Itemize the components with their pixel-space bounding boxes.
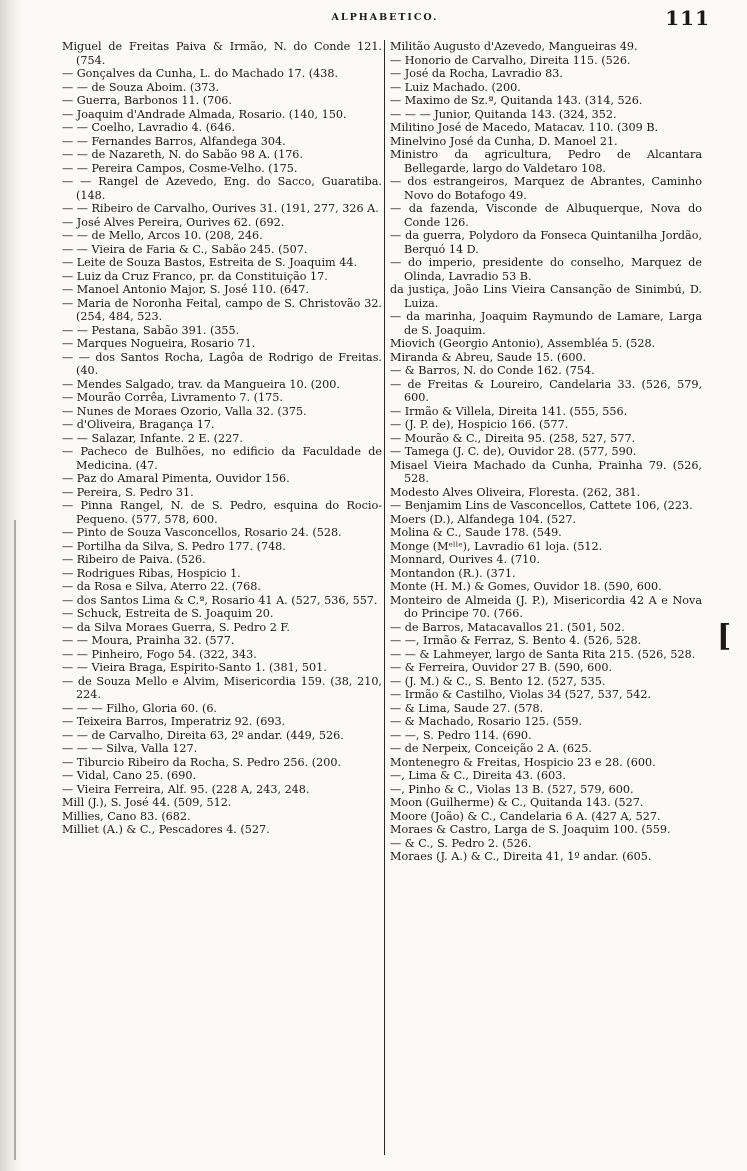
page-header: [60, 4, 710, 38]
directory-entry: Monte (H. M.) & Gomes, Ouvidor 18. (590, 600.: [390, 580, 662, 593]
directory-entry: — — dos Santos Rocha, Lagôa de Rodrigo de Freitas. (40.: [62, 350, 382, 377]
directory-entry: — — Salazar, Infante. 2 E. (227.: [62, 431, 243, 445]
directory-entry: — Schuck, Estreita de S. Joaquim 20.: [62, 607, 274, 620]
directory-entry: — — Pereira Campos, Cosme-Velho. (175.: [62, 161, 298, 175]
directory-entry: da justiça, João Lins Vieira Cansanção de Sinimbú, D. Luiza.: [390, 283, 702, 310]
directory-entry: — Benjamim Lins de Vasconcellos, Cattete 106, (223.: [390, 499, 693, 512]
directory-entry: — — Ribeiro de Carvalho, Ourives 31. (191, 277, 326 A.: [62, 202, 379, 215]
directory-entry: Misael Vieira Machado da Cunha, Prainha 79. (526, 528.: [390, 458, 702, 485]
column-divider: [384, 40, 385, 1155]
margin-bracket-mark: [: [717, 619, 732, 654]
directory-entry: —, Pinho & C., Violas 13 B. (527, 579, 600.: [390, 782, 634, 796]
directory-entry: — — — Junior, Quitanda 143. (324, 352.: [390, 107, 617, 121]
directory-entry: — Pinna Rangel, N. de S. Pedro, esquina do Rocio-Pequeno. (577, 578, 600.: [62, 499, 382, 526]
binding-edge: [0, 0, 22, 1171]
directory-entry: — & Machado, Rosario 125. (559.: [390, 715, 583, 728]
directory-entry: — & Barros, N. do Conde 162. (754.: [390, 364, 595, 377]
directory-entry: — Ribeiro de Paiva. (526.: [62, 553, 206, 566]
directory-entry: — & Ferreira, Ouvidor 27 B. (590, 600.: [390, 661, 612, 674]
directory-entry: — Pinto de Souza Vasconcellos, Rosario 24. (528.: [62, 526, 342, 539]
directory-entry: Monteiro de Almeida (J. P.), Misericordia 42 A e Nova do Principe 70. (766.: [390, 593, 702, 620]
directory-entry: — Marques Nogueira, Rosario 71.: [62, 337, 256, 350]
directory-entry: Monnard, Ourives 4. (710.: [390, 553, 540, 566]
directory-entry: Ministro da agricultura, Pedro de Alcantara Bellegarde, largo do Valdetaro 108.: [390, 148, 702, 175]
directory-entry: Miranda & Abreu, Saude 15. (600.: [390, 350, 587, 364]
directory-entry: — — de Souza Aboim. (373.: [62, 80, 220, 94]
directory-entry: Montandon (R.). (371.: [390, 566, 516, 580]
directory-entry: — Mourão Corrêa, Livramento 7. (175.: [62, 391, 283, 404]
directory-entry: — Vieira Ferreira, Alf. 95. (228 A, 243, 248.: [62, 782, 310, 796]
directory-entry: Moraes & Castro, Larga de S. Joaquim 100. (559.: [390, 823, 671, 836]
directory-entry: — José da Rocha, Lavradio 83.: [390, 67, 563, 80]
directory-entry: — & C., S. Pedro 2. (526.: [390, 836, 532, 850]
directory-entry: —, Lima & C., Direita 43. (603.: [390, 769, 566, 782]
directory-entry: Moore (João) & C., Candelaria 6 A. (427 A, 527.: [390, 809, 661, 823]
directory-entry: — Luiz Machado. (200.: [390, 80, 521, 94]
directory-entry: — — Rangel de Azevedo, Eng. do Sacco, Guaratiba. (148.: [62, 175, 382, 202]
directory-entry: Milliet (A.) & C., Pescadores 4. (527.: [62, 823, 270, 836]
directory-entry: Molina & C., Saude 178. (549.: [390, 526, 562, 539]
directory-entry: — da guerra, Polydoro da Fonseca Quintanilha Jordão, Berquó 14 D.: [390, 229, 702, 256]
directory-entry: Monge (Mᵉˡˡᵉ), Lavradio 61 loja. (512.: [390, 539, 603, 553]
directory-entry: — Pereira, S. Pedro 31.: [62, 485, 194, 499]
directory-entry: — Mourão & C., Direita 95. (258, 527, 577.: [390, 431, 636, 445]
directory-entry: — Guerra, Barbonos 11. (706.: [62, 94, 232, 107]
directory-entry: — — de Mello, Arcos 10. (208, 246.: [62, 229, 263, 242]
directory-entry: — Honorio de Carvalho, Direita 115. (526.: [390, 53, 631, 67]
directory-entry: — — Coelho, Lavradio 4. (646.: [62, 121, 236, 134]
running-head: ALPHABETICO.: [331, 12, 439, 23]
directory-entry: — (J. M.) & C., S. Bento 12. (527, 535.: [390, 674, 606, 688]
directory-entry: — Maria de Noronha Feital, campo de S. Christovão 32. (254, 484, 523.: [62, 296, 382, 323]
directory-entry: — Maximo de Sz.ª, Quitanda 143. (314, 526.: [390, 94, 643, 107]
directory-entry: — — de Nazareth, N. do Sabão 98 A. (176.: [62, 148, 303, 161]
directory-entry: — Tamega (J. C. de), Ouvidor 28. (577, 590.: [390, 445, 637, 458]
directory-entry: — Nunes de Moraes Ozorio, Valla 32. (375.: [62, 404, 307, 418]
page-number: 111: [665, 6, 710, 30]
directory-entry: — Vidal, Cano 25. (690.: [62, 769, 197, 782]
directory-entry: — —, S. Pedro 114. (690.: [390, 728, 532, 742]
directory-entry: Moers (D.), Alfandega 104. (527.: [390, 512, 577, 526]
directory-entry: — — — Filho, Gloria 60. (6.: [62, 701, 217, 715]
directory-entry: — — Vieira Braga, Espirito-Santo 1. (381, 501.: [62, 661, 327, 674]
directory-entry: Modesto Alves Oliveira, Floresta. (262, 381.: [390, 485, 641, 499]
directory-entry: Miguel de Freitas Paiva & Irmão, N. do Conde 121. (754.: [62, 40, 382, 67]
left-column: [62, 40, 382, 1155]
directory-entry: — — Moura, Prainha 32. (577.: [62, 634, 235, 647]
directory-entry: — da fazenda, Visconde de Albuquerque, Nova do Conde 126.: [390, 202, 702, 229]
directory-entry: — de Barros, Matacavallos 21. (501, 502.: [390, 620, 625, 634]
directory-entry: — Irmão & Castilho, Violas 34 (527, 537, 542.: [390, 688, 652, 701]
directory-entry: Minelvino José da Cunha, D. Manoel 21.: [390, 134, 618, 148]
directory-entry: — de Freitas & Loureiro, Candelaria 33. (526, 579, 600.: [390, 377, 702, 404]
directory-entry: Moon (Guilherme) & C., Quitanda 143. (527.: [390, 796, 644, 809]
directory-entry: — da Silva Moraes Guerra, S. Pedro 2 F.: [62, 620, 290, 634]
directory-entry: Mill (J.), S. José 44. (509, 512.: [62, 796, 232, 809]
directory-entry: — — de Carvalho, Direita 63, 2º andar. (449, 526.: [62, 728, 344, 742]
directory-entry: — —, Irmão & Ferraz, S. Bento 4. (526, 528.: [390, 634, 642, 647]
directory-entry: — Joaquim d'Andrade Almada, Rosario. (140, 150.: [62, 107, 347, 121]
directory-entry: — Gonçalves da Cunha, L. do Machado 17. (438.: [62, 67, 339, 80]
directory-entry: — do imperio, presidente do conselho, Marquez de Olinda, Lavradio 53 B.: [390, 256, 702, 283]
directory-entry: — Irmão & Villela, Direita 141. (555, 556.: [390, 404, 628, 418]
directory-entry: — d'Oliveira, Bragança 17.: [62, 418, 215, 431]
directory-entry: Moraes (J. A.) & C., Direita 41, 1º andar. (605.: [390, 850, 652, 863]
directory-entry: — & Lima, Saude 27. (578.: [390, 701, 544, 715]
directory-entry: — Portilha da Silva, S. Pedro 177. (748.: [62, 539, 286, 553]
directory-entry: — — Pinheiro, Fogo 54. (322, 343.: [62, 647, 257, 661]
directory-entry: — — Fernandes Barros, Alfandega 304.: [62, 134, 286, 148]
binding-shadow-line: [14, 520, 16, 1160]
directory-entry: — Rodrigues Ribas, Hospicio 1.: [62, 566, 241, 580]
directory-entry: — Teixeira Barros, Imperatriz 92. (693.: [62, 715, 286, 728]
directory-entry: — — & Lahmeyer, largo de Santa Rita 215. (526, 528.: [390, 647, 696, 661]
directory-entry: Militino José de Macedo, Matacav. 110. (309 B.: [390, 121, 659, 134]
directory-entry: — dos estrangeiros, Marquez de Abrantes, Caminho Novo do Botafogo 49.: [390, 175, 702, 202]
directory-entry: — Mendes Salgado, trav. da Mangueira 10. (200.: [62, 377, 340, 391]
directory-entry: Militão Augusto d'Azevedo, Mangueiras 49.: [390, 40, 638, 53]
directory-entry: — Pacheco de Bulhões, no edificio da Faculdade de Medicina. (47.: [62, 445, 382, 472]
directory-entry: Millies, Cano 83. (682.: [62, 809, 191, 823]
directory-entry: — Manoel Antonio Major, S. José 110. (647.: [62, 283, 309, 296]
directory-entry: — — Pestana, Sabão 391. (355.: [62, 323, 240, 337]
directory-entry: — Luiz da Cruz Franco, pr. da Constituição 17.: [62, 269, 328, 283]
directory-entry: — José Alves Pereira, Ourives 62. (692.: [62, 215, 285, 229]
directory-entry: — — Vieira de Faria & C., Sabão 245. (507.: [62, 242, 308, 256]
directory-entry: — Leite de Souza Bastos, Estreita de S. Joaquim 44.: [62, 256, 358, 269]
directory-entry: — de Souza Mello e Alvim, Misericordia 159. (38, 210, 224.: [62, 674, 382, 701]
directory-entry: — da marinha, Joaquim Raymundo de Lamare, Larga de S. Joaquim.: [390, 310, 702, 337]
directory-entry: — dos Santos Lima & C.ª, Rosario 41 A. (527, 536, 557.: [62, 593, 378, 607]
directory-entry: — — — Silva, Valla 127.: [62, 742, 198, 755]
directory-entry: — (J. P. de), Hospicio 166. (577.: [390, 418, 569, 431]
directory-entry: — Tiburcio Ribeiro da Rocha, S. Pedro 256. (200.: [62, 755, 341, 769]
directory-entry: — de Nerpeix, Conceição 2 A. (625.: [390, 742, 592, 755]
directory-entry: — da Rosa e Silva, Aterro 22. (768.: [62, 580, 261, 593]
directory-entry: — Paz do Amaral Pimenta, Ouvidor 156.: [62, 472, 290, 485]
right-column: [390, 40, 702, 1155]
directory-entry: Montenegro & Freitas, Hospicio 23 e 28. (600.: [390, 755, 656, 769]
directory-entry: Miovich (Georgio Antonio), Assembléa 5. (528.: [390, 337, 656, 350]
